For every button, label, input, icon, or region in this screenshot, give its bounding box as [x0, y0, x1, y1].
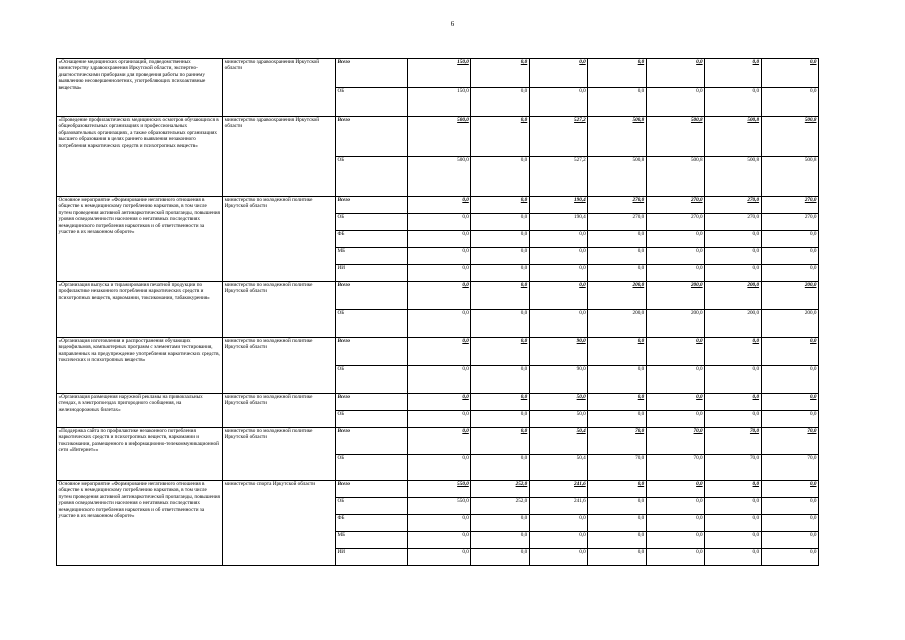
amount-cell: 0,0	[646, 394, 704, 411]
amount-cell: 200,0	[761, 310, 818, 338]
amount-cell: 50,0	[529, 411, 587, 428]
amount-cell: 70,0	[705, 428, 761, 455]
amount-cell: 0,0	[471, 532, 529, 549]
amount-cell: 500,8	[705, 157, 761, 197]
amount-cell: 0,0	[761, 248, 818, 265]
table-body	[57, 59, 819, 566]
amount-cell: 0,0	[471, 428, 529, 455]
table-row	[57, 428, 819, 455]
amount-cell: 0,0	[471, 214, 529, 231]
amount-cell: 0,0	[407, 549, 471, 566]
amount-cell: 0,0	[588, 394, 646, 411]
amount-cell: 70,0	[646, 455, 704, 481]
activity-name-cell: «Организация выпуска и тиражирования печатной продукции по профилактике незаконного потребления наркотических средств и психотропных веществ, наркомании, токсикомании, табакокурения»	[57, 282, 223, 338]
amount-cell: 270,0	[761, 214, 818, 231]
amount-cell: 270,0	[705, 214, 761, 231]
amount-cell: 0,0	[529, 282, 587, 310]
amount-cell: 0,0	[646, 481, 704, 498]
funding-source-cell: ФБ	[335, 231, 407, 248]
amount-cell: 527,2	[529, 157, 587, 197]
funding-source-cell: ОБ	[335, 310, 407, 338]
amount-cell: 500,8	[646, 117, 704, 157]
amount-cell: 200,0	[588, 282, 646, 310]
amount-cell: 0,0	[529, 532, 587, 549]
amount-cell: 0,0	[529, 248, 587, 265]
activity-name-cell: «Организация изготовления и распространения обучающих видеофильмов, компьютерных программ с элементами тестирования, направленных на предупреждение употребления наркотических средств, токсических и психотропных веществ»	[57, 338, 223, 394]
amount-cell: 0,0	[588, 231, 646, 248]
amount-cell: 0,0	[471, 157, 529, 197]
amount-cell: 0,0	[471, 231, 529, 248]
amount-cell: 270,0	[588, 214, 646, 231]
funding-source-cell: ИИ	[335, 549, 407, 566]
executor-cell: министерство по молодежной политике Иркутской области	[223, 282, 336, 338]
amount-cell: 0,0	[646, 59, 704, 88]
amount-cell: 70,0	[646, 428, 704, 455]
amount-cell: 0,0	[529, 515, 587, 532]
amount-cell: 0,0	[705, 549, 761, 566]
amount-cell: 0,0	[529, 265, 587, 282]
amount-cell: 0,0	[646, 549, 704, 566]
funding-source-cell: Всего	[335, 428, 407, 455]
amount-cell: 0,0	[407, 515, 471, 532]
amount-cell: 0,0	[761, 265, 818, 282]
amount-cell: 200,0	[705, 310, 761, 338]
amount-cell: 252,0	[471, 481, 529, 498]
amount-cell: 0,0	[407, 197, 471, 214]
funding-source-cell: ОБ	[335, 498, 407, 515]
activity-name-cell: Основное мероприятие «Формирование негативного отношения в обществе к немедицинскому потреблению наркотиков, в том числе путем проведения активной антинаркотической пропаганды, повышения уровня осведомленности населения о негативных последствиях немедицинского потребления наркотиков и об ответственности за участие в их незаконном обороте»	[57, 481, 223, 566]
table-row	[57, 338, 819, 366]
amount-cell: 190,4	[529, 197, 587, 214]
amount-cell: 90,0	[529, 366, 587, 394]
executor-cell: министерство здравоохранения Иркутской области	[223, 117, 336, 197]
amount-cell: 200,0	[761, 282, 818, 310]
amount-cell: 0,0	[646, 532, 704, 549]
amount-cell: 190,4	[529, 214, 587, 231]
amount-cell: 0,0	[407, 411, 471, 428]
amount-cell: 0,0	[588, 481, 646, 498]
funding-source-cell: Всего	[335, 394, 407, 411]
amount-cell: 70,0	[761, 455, 818, 481]
amount-cell: 0,0	[407, 214, 471, 231]
amount-cell: 200,0	[646, 282, 704, 310]
amount-cell: 0,0	[646, 498, 704, 515]
amount-cell: 0,0	[471, 394, 529, 411]
amount-cell: 50,4	[529, 428, 587, 455]
amount-cell: 0,0	[588, 338, 646, 366]
amount-cell: 0,0	[529, 549, 587, 566]
amount-cell: 70,0	[761, 428, 818, 455]
amount-cell: 0,0	[588, 549, 646, 566]
amount-cell: 0,0	[588, 265, 646, 282]
amount-cell: 0,0	[471, 197, 529, 214]
amount-cell: 0,0	[471, 549, 529, 566]
funding-source-cell: ОБ	[335, 157, 407, 197]
page-number: 6	[450, 20, 455, 28]
table-row	[57, 282, 819, 310]
funding-source-cell: ОБ	[335, 214, 407, 231]
funding-source-cell: Всего	[335, 282, 407, 310]
funding-source-cell: ОБ	[335, 411, 407, 428]
executor-cell: министерство по молодежной политике Иркутской области	[223, 394, 336, 428]
amount-cell: 0,0	[761, 59, 818, 88]
amount-cell: 0,0	[588, 515, 646, 532]
amount-cell: 0,0	[761, 231, 818, 248]
amount-cell: 0,0	[471, 310, 529, 338]
amount-cell: 500,8	[646, 157, 704, 197]
amount-cell: 0,0	[471, 282, 529, 310]
funding-source-cell: Всего	[335, 59, 407, 88]
amount-cell: 500,8	[588, 117, 646, 157]
amount-cell: 270,0	[588, 197, 646, 214]
amount-cell: 0,0	[407, 394, 471, 411]
activity-name-cell: «Организация размещения наружной рекламы на привокзальных стендах, в электропоездах пригородного сообщения, на железнодорожных билетах»	[57, 394, 223, 428]
amount-cell: 70,0	[705, 455, 761, 481]
amount-cell: 0,0	[761, 338, 818, 366]
activity-name-cell: Основное мероприятие «Формирование негативного отношения в обществе к немедицинскому потреблению наркотиков, в том числе путем проведения активной антинаркотической пропаганды, повышения уровня осведомленности населения о негативных последствиях немедицинского потребления наркотиков и об ответственности за участие в их незаконном обороте»	[57, 197, 223, 282]
amount-cell: 0,0	[471, 366, 529, 394]
amount-cell: 0,0	[761, 411, 818, 428]
amount-cell: 50,4	[529, 455, 587, 481]
amount-cell: 0,0	[761, 394, 818, 411]
funding-source-cell: МБ	[335, 248, 407, 265]
amount-cell: 0,0	[471, 88, 529, 117]
amount-cell: 0,0	[761, 481, 818, 498]
amount-cell: 70,0	[588, 428, 646, 455]
amount-cell: 0,0	[407, 231, 471, 248]
amount-cell: 241,6	[529, 498, 587, 515]
activity-name-cell: «Оснащение медицинских организаций, подведомственных министерству здравоохранения Иркутской области, экспертно-диагностическими приборами для проведения работы по раннему выявлению несовершеннолетних, употребляющих психоактивные вещества»	[57, 59, 223, 117]
amount-cell: 0,0	[407, 310, 471, 338]
amount-cell: 0,0	[705, 532, 761, 549]
amount-cell: 0,0	[471, 411, 529, 428]
amount-cell: 500,8	[588, 157, 646, 197]
amount-cell: 0,0	[407, 282, 471, 310]
amount-cell: 200,0	[588, 310, 646, 338]
funding-source-cell: ФБ	[335, 515, 407, 532]
amount-cell: 0,0	[529, 88, 587, 117]
funding-source-cell: Всего	[335, 197, 407, 214]
amount-cell: 0,0	[761, 549, 818, 566]
amount-cell: 0,0	[529, 59, 587, 88]
budget-table	[56, 58, 819, 566]
table-row	[57, 117, 819, 157]
amount-cell: 0,0	[471, 338, 529, 366]
amount-cell: 70,0	[588, 455, 646, 481]
executor-cell: министерство здравоохранения Иркутской области	[223, 59, 336, 117]
amount-cell: 150,0	[407, 59, 471, 88]
table-row	[57, 394, 819, 411]
amount-cell: 500,0	[407, 157, 471, 197]
executor-cell: министерство спорта Иркутской области	[223, 481, 336, 566]
amount-cell: 0,0	[761, 532, 818, 549]
funding-source-cell: Всего	[335, 117, 407, 157]
amount-cell: 0,0	[705, 265, 761, 282]
amount-cell: 0,0	[588, 88, 646, 117]
amount-cell: 0,0	[705, 59, 761, 88]
amount-cell: 0,0	[471, 515, 529, 532]
amount-cell: 0,0	[705, 366, 761, 394]
amount-cell: 0,0	[646, 515, 704, 532]
amount-cell: 0,0	[761, 366, 818, 394]
amount-cell: 0,0	[761, 498, 818, 515]
amount-cell: 0,0	[588, 248, 646, 265]
amount-cell: 0,0	[646, 88, 704, 117]
amount-cell: 0,0	[471, 117, 529, 157]
amount-cell: 0,0	[705, 338, 761, 366]
amount-cell: 0,0	[705, 411, 761, 428]
amount-cell: 0,0	[646, 231, 704, 248]
amount-cell: 500,8	[761, 157, 818, 197]
amount-cell: 200,0	[705, 282, 761, 310]
amount-cell: 0,0	[407, 338, 471, 366]
amount-cell: 0,0	[588, 59, 646, 88]
amount-cell: 0,0	[471, 265, 529, 282]
amount-cell: 0,0	[407, 265, 471, 282]
amount-cell: 90,0	[529, 338, 587, 366]
amount-cell: 550,0	[407, 498, 471, 515]
amount-cell: 0,0	[471, 59, 529, 88]
amount-cell: 0,0	[646, 248, 704, 265]
amount-cell: 0,0	[407, 455, 471, 481]
amount-cell: 500,8	[761, 117, 818, 157]
funding-source-cell: ОБ	[335, 366, 407, 394]
amount-cell: 50,0	[529, 394, 587, 411]
amount-cell: 0,0	[588, 532, 646, 549]
amount-cell: 200,0	[646, 310, 704, 338]
funding-source-cell: Всего	[335, 338, 407, 366]
amount-cell: 0,0	[588, 411, 646, 428]
amount-cell: 0,0	[705, 515, 761, 532]
amount-cell: 0,0	[705, 394, 761, 411]
funding-source-cell: ИИ	[335, 265, 407, 282]
activity-name-cell: «Проведение профилактических медицинских осмотров обучающихся в общеобразовательных организациях и профессиональных образовательных организациях, а также образовательных организациях высшего образования в целях раннего выявления незаконного потребления наркотических средств и психотропных веществ»	[57, 117, 223, 197]
amount-cell: 527,2	[529, 117, 587, 157]
amount-cell: 500,0	[407, 117, 471, 157]
funding-source-cell: ОБ	[335, 88, 407, 117]
executor-cell: министерство по молодежной политике Иркутской области	[223, 197, 336, 282]
amount-cell: 0,0	[471, 455, 529, 481]
amount-cell: 0,0	[407, 248, 471, 265]
amount-cell: 0,0	[529, 310, 587, 338]
amount-cell: 0,0	[471, 248, 529, 265]
executor-cell: министерство по молодежной политике Иркутской области	[223, 428, 336, 481]
amount-cell: 0,0	[705, 88, 761, 117]
amount-cell: 0,0	[705, 248, 761, 265]
amount-cell: 270,0	[646, 214, 704, 231]
activity-name-cell: «Поддержка сайта по профилактике незаконного потребления наркотических средств и психотропных веществ, наркомании и токсикомании, размещенного в информационно-телекоммуникационной сети «Интернет»»	[57, 428, 223, 481]
executor-cell: министерство по молодежной политике Иркутской области	[223, 338, 336, 394]
amount-cell: 0,0	[646, 338, 704, 366]
funding-source-cell: МБ	[335, 532, 407, 549]
amount-cell: 150,0	[407, 88, 471, 117]
amount-cell: 500,8	[705, 117, 761, 157]
amount-cell: 0,0	[529, 231, 587, 248]
amount-cell: 0,0	[646, 265, 704, 282]
amount-cell: 550,0	[407, 481, 471, 498]
amount-cell: 0,0	[705, 498, 761, 515]
amount-cell: 0,0	[588, 498, 646, 515]
amount-cell: 0,0	[761, 515, 818, 532]
table-row	[57, 197, 819, 214]
amount-cell: 0,0	[761, 88, 818, 117]
amount-cell: 0,0	[646, 411, 704, 428]
amount-cell: 0,0	[407, 532, 471, 549]
table-row	[57, 481, 819, 498]
table-row	[57, 59, 819, 88]
amount-cell: 270,0	[646, 197, 704, 214]
amount-cell: 0,0	[705, 481, 761, 498]
funding-source-cell: ОБ	[335, 455, 407, 481]
amount-cell: 270,0	[705, 197, 761, 214]
amount-cell: 0,0	[646, 366, 704, 394]
amount-cell: 270,0	[761, 197, 818, 214]
amount-cell: 0,0	[407, 428, 471, 455]
amount-cell: 0,0	[588, 366, 646, 394]
funding-source-cell: Всего	[335, 481, 407, 498]
amount-cell: 0,0	[705, 231, 761, 248]
amount-cell: 241,6	[529, 481, 587, 498]
amount-cell: 0,0	[407, 366, 471, 394]
amount-cell: 252,0	[471, 498, 529, 515]
